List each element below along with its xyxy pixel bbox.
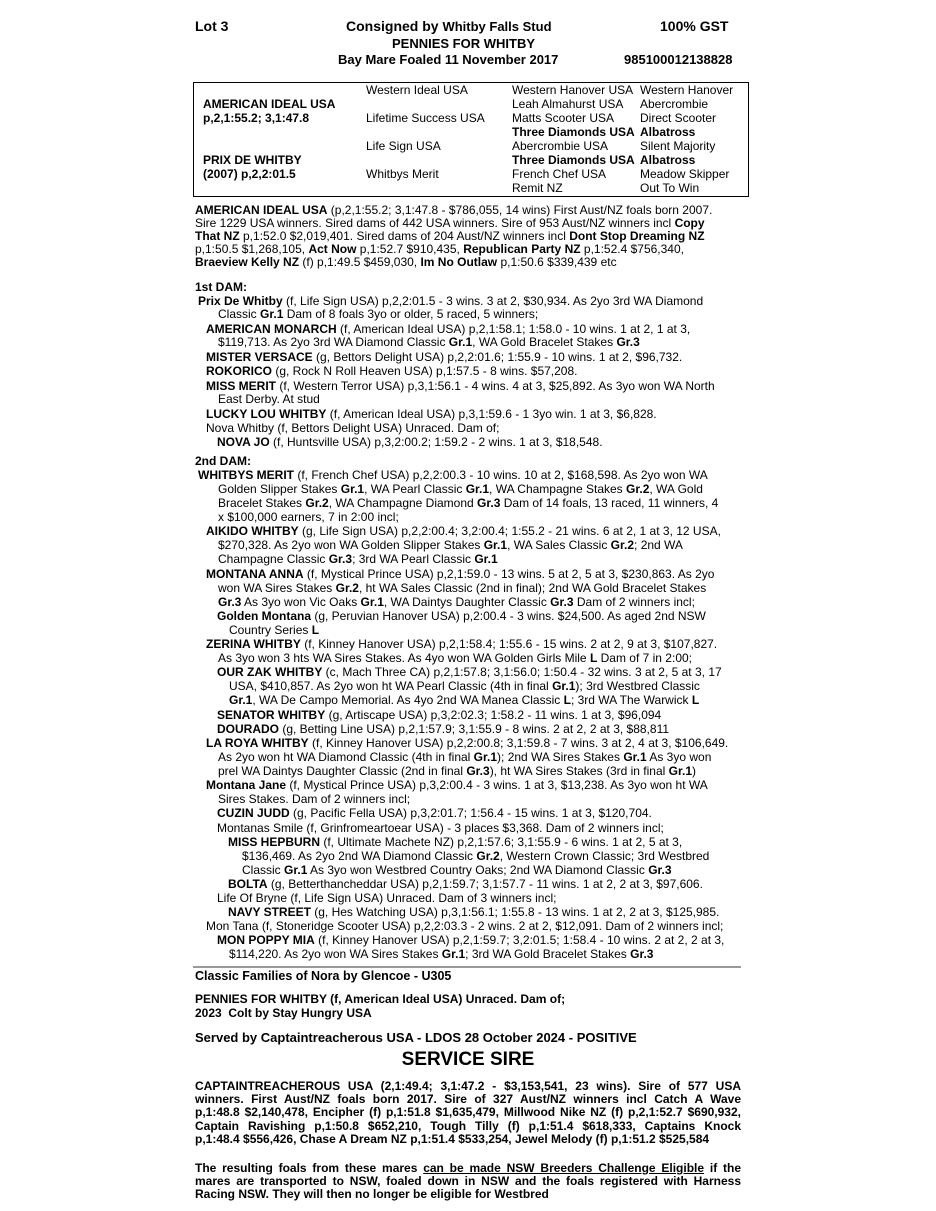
progeny-line: MONTANA ANNA (f, Mystical Prince USA) p,2,1:59.0 - 13 wins. 5 at 2, 5 at 3, $230,863. As 2yo [206, 567, 715, 581]
pedigree-gen3: French Chef USA [512, 167, 607, 181]
progeny-line: Classic Gr.1 As 3yo won Westbred Country Oaks; 2nd WA Diamond Classic Gr.3 [242, 863, 672, 877]
progeny-line: LUCKY LOU WHITBY (f, American Ideal USA) p,3,1:59.6 - 1 3yo win. 1 at 3, $6,828. [206, 407, 657, 421]
pedigree-gen2: Whitbys Merit [366, 167, 439, 181]
pedigree-gen2: Lifetime Success USA [366, 111, 485, 125]
progeny-line: East Derby. At stud [218, 392, 320, 406]
sire-para-line: p,1:50.5 $1,268,105, Act Now p,1:52.7 $910,435, Republican Party NZ p,1:52.4 $756,340, [195, 242, 684, 256]
progeny-line: Montana Jane (f, Mystical Prince USA) p,3,2:00.4 - 3 wins. 1 at 3, $13,238. As 3yo won ht WA [206, 778, 708, 792]
pedigree-sire-name: AMERICAN IDEAL USA [203, 97, 336, 111]
pedigree-gen4: Albatross [640, 125, 696, 139]
progeny-line: MISS MERIT (f, Western Terror USA) p,3,1:56.1 - 4 wins. 4 at 3, $25,892. As 3yo won WA North [206, 379, 715, 393]
pedigree-gen4: Out To Win [640, 181, 700, 195]
progeny-line: USA, $410,857. As 2yo won ht WA Pearl Classic (4th in final Gr.1); 3rd Westbred Classic [229, 679, 700, 693]
second-dam-line: Golden Slipper Stakes Gr.1, WA Pearl Classic Gr.1, WA Champagne Stakes Gr.2, WA Gold [218, 482, 703, 496]
horse-name: PENNIES FOR WHITBY [392, 36, 536, 51]
pedigree-gen4: Meadow Skipper [640, 167, 730, 181]
progeny-line: As 3yo won 3 hts WA Sires Stakes. As 4yo won WA Golden Girls Mile L Dam of 7 in 2:00; [218, 651, 692, 665]
pedigree-dam-record: (2007) p,2,2:01.5 [203, 167, 296, 181]
progeny-line: $119,713. As 2yo 3rd WA Diamond Classic Gr.1, WA Gold Bracelet Stakes Gr.3 [218, 335, 640, 349]
second-dam-title: 2nd DAM: [195, 454, 251, 468]
progeny-line: Montanas Smile (f, Grinfromeartoear USA) - 3 places $3,368. Dam of 2 winners incl; [217, 821, 664, 835]
pedigree-gen4: Silent Majority [640, 139, 716, 153]
pedigree-gen3: Abercrombie USA [512, 139, 609, 153]
pedigree-gen4: Western Hanover [640, 83, 734, 97]
pedigree-gen4: Abercrombie [640, 97, 709, 111]
pedigree-dam-name: PRIX DE WHITBY [203, 153, 302, 167]
microchip-number: 985100012138828 [624, 52, 733, 67]
progeny-line: MISS HEPBURN (f, Ultimate Machete NZ) p,2,1:57.6; 3,1:55.9 - 6 wins. 1 at 2, 5 at 3, [228, 835, 683, 849]
progeny-line: $270,328. As 2yo won WA Golden Slipper Stakes Gr.1, WA Sales Classic Gr.2; 2nd WA [218, 538, 683, 552]
progeny-line: Golden Montana (g, Peruvian Hanover USA) p,2:00.4 - 3 wins. $24,500. As aged 2nd NSW [217, 609, 706, 623]
first-dam-line: Classic Gr.1 Dam of 8 foals 3yo or older, 5 raced, 5 winners; [218, 307, 539, 321]
pedigree-gen3: Remit NZ [512, 181, 563, 195]
progeny-line: prel WA Daintys Daughter Classic (2nd in final Gr.3), ht WA Sires Stakes (3rd in final Gr.1) [218, 764, 696, 778]
progeny-line: ZERINA WHITBY (f, Kinney Hanover USA) p,2,1:58.4; 1:55.6 - 15 wins. 2 at 2, 9 at 3, $107,827. [206, 637, 718, 651]
second-dam-line: WHITBYS MERIT (f, French Chef USA) p,2,2:00.3 - 10 wins. 10 at 2, $168,598. As 2yo won WA [198, 468, 708, 482]
lot-number: Lot 3 [195, 18, 229, 34]
pedigree-gen4: Albatross [640, 153, 696, 167]
gst-label: 100% GST [660, 18, 729, 34]
progeny-line: AMERICAN MONARCH (f, American Ideal USA) p,2,1:58.1; 1:58.0 - 10 wins. 1 at 2, 1 at 3, [206, 322, 691, 336]
progeny-line: LA ROYA WHITBY (f, Kinney Hanover USA) p,2,2:00.8; 3,1:59.8 - 7 wins. 3 at 2, 4 at 3, $106,649. [206, 736, 729, 750]
section-divider [193, 966, 741, 968]
progeny-line: Nova Whitby (f, Bettors Delight USA) Unraced. Dam of; [206, 421, 500, 435]
pedigree-gen3: Three Diamonds USA [512, 125, 635, 139]
sire-para-line: Sire 1229 USA winners. Sired dams of 442 USA winners. Sire of 953 Aust/NZ winners incl Copy [195, 216, 705, 230]
progeny-line: Gr.1, WA De Campo Memorial. As 4yo 2nd WA Manea Classic L; 3rd WA The Warwick L [229, 693, 700, 707]
progeny-line: NOVA JO (f, Huntsville USA) p,3,2:00.2; 1:59.2 - 2 wins. 1 at 3, $18,548. [217, 435, 603, 449]
progeny-line: OUR ZAK WHITBY (c, Mach Three CA) p,2,1:57.8; 3,1:56.0; 1:50.4 - 32 wins. 3 at 2, 5 at 3, 17 [217, 665, 722, 679]
progeny-line: BOLTA (g, Betterthancheddar USA) p,2,1:59.7; 3,1:57.7 - 11 wins. 1 at 2, 2 at 3, $97,606. [228, 877, 703, 891]
horse-description: Bay Mare Foaled 11 November 2017 [338, 52, 559, 67]
first-dam-line: Prix De Whitby (f, Life Sign USA) p,2,2:01.5 - 3 wins. 3 at 2, $30,934. As 2yo 3rd WA Diamond [198, 294, 704, 308]
service-sire-title: SERVICE SIRE [401, 1049, 535, 1070]
progeny-line: MISTER VERSACE (g, Bettors Delight USA) p,2,2:01.6; 1:55.9 - 10 wins. 1 at 2, $96,732. [206, 350, 683, 364]
pedigree-table [193, 82, 749, 197]
pedigree-gen2: Western Ideal USA [366, 83, 468, 97]
consignor: Whitby Falls Stud [442, 19, 552, 34]
consigned-prefix: Consigned by [346, 18, 439, 34]
progeny-line: Champagne Classic Gr.3; 3rd WA Pearl Classic Gr.1 [218, 552, 498, 566]
progeny-line: MON POPPY MIA (f, Kinney Hanover USA) p,2,1:59.7; 3,2:01.5; 1:58.4 - 10 wins. 2 at 2, 2 at 3, [217, 933, 725, 947]
progeny-line: Sires Stakes. Dam of 2 winners incl; [218, 792, 411, 806]
progeny-line: SENATOR WHITBY (g, Artiscape USA) p,3,2:02.3; 1:58.2 - 11 wins. 1 at 3, $96,094 [217, 708, 662, 722]
family-line: Classic Families of Nora by Glencoe - U305 [195, 969, 452, 983]
progeny-line: ROKORICO (g, Rock N Roll Heaven USA) p,1:57.5 - 8 wins. $57,208. [206, 364, 578, 378]
progeny-line: As 2yo won ht WA Diamond Classic (4th in final Gr.1); 2nd WA Sires Stakes Gr.1 As 3yo won [218, 750, 712, 764]
served-line: Served by Captaintreacherous USA - LDOS 28 October 2024 - POSITIVE [195, 1030, 637, 1045]
progeny-line: Country Series L [229, 623, 320, 637]
pedigree-gen3: Western Hanover USA [512, 83, 634, 97]
second-dam-line: x $100,000 earners, 7 in 2:00 incl; [218, 510, 399, 524]
progeny-line: $114,220. As 2yo won WA Sires Stakes Gr.1; 3rd WA Gold Bracelet Stakes Gr.3 [229, 947, 654, 961]
pedigree-sire-record: p,2,1:55.2; 3,1:47.8 [203, 111, 310, 125]
progeny-line: CUZIN JUDD (g, Pacific Fella USA) p,3,2:01.7; 1:56.4 - 15 wins. 1 at 3, $120,704. [217, 806, 652, 820]
progeny-line: AIKIDO WHITBY (g, Life Sign USA) p,2,2:00.4; 3,2:00.4; 1:55.2 - 21 wins. 6 at 2, 1 at 3, 12 USA, [206, 524, 721, 538]
pedigree-gen4: Direct Scooter [640, 111, 717, 125]
pedigree-gen3: Leah Almahurst USA [512, 97, 624, 111]
progeny-line: Gr.3 As 3yo won Vic Oaks Gr.1, WA Daintys Daughter Classic Gr.3 Dam of 2 winners incl; [218, 595, 695, 609]
progeny-line: DOURADO (g, Betting Line USA) p,2,1:57.9; 3,1:55.9 - 8 wins. 2 at 2, 2 at 3, $88,811 [217, 722, 670, 736]
progeny-line: $136,469. As 2yo 2nd WA Diamond Classic Gr.2, Western Crown Classic; 3rd Westbred [242, 849, 710, 863]
service-sire-para: CAPTAINTREACHEROUS USA (2,1:49.4; 3,1:47.2 - $3,153,541, 23 wins). Sire of 577 USA winners. First Aust/NZ foals born 2017. Sire of 327 Aust/NZ winners incl Catch A Wave p,1:48.8 $2,140,478, Encipher (f) p,1:51.8 $1,635,479, Millwood Nike NZ (f) p,2,1:52.7 $690,932, Captain Ravishing p,1:50.8 $652,210, Tough Tilly (f) p,1:51.4 $618,333, Captains Knock p,1:48.4 $556,426, Chase A Dream NZ p,1:51.4 $533,254, Jewel Melody (f) p,1:51.2 $525,584 [195, 1079, 741, 1146]
sire-para-line: That NZ p,1:52.0 $2,019,401. Sired dams of 204 Aust/NZ winners incl Dont Stop Dreaming NZ [195, 229, 705, 243]
pedigree-gen3: Three Diamonds USA [512, 153, 635, 167]
sire-para-line: Braeview Kelly NZ (f) p,1:49.5 $459,030, Im No Outlaw p,1:50.6 $339,439 etc [195, 255, 617, 269]
produce-foal: 2023 Colt by Stay Hungry USA [195, 1006, 372, 1020]
pedigree-gen3: Matts Scooter USA [512, 111, 615, 125]
consigned-line [346, 18, 552, 34]
second-dam-line: Bracelet Stakes Gr.2, WA Champagne Diamond Gr.3 Dam of 14 foals, 13 raced, 11 winners, 4 [218, 496, 719, 510]
pedigree-gen2: Life Sign USA [366, 139, 441, 153]
progeny-line: NAVY STREET (g, Hes Watching USA) p,3,1:56.1; 1:55.8 - 13 wins. 1 at 2, 2 at 3, $125,985. [228, 905, 720, 919]
first-dam-title: 1st DAM: [195, 280, 248, 294]
breeders-note: The resulting foals from these mares can be made NSW Breeders Challenge Eligible if the mares are transported to NSW, foaled down in NSW and the foals registered with Harness Racing NSW. They will then no longer be eligible for Westbred [195, 1161, 741, 1202]
progeny-line: won WA Sires Stakes Gr.2, ht WA Sales Classic (2nd in final); 2nd WA Gold Bracelet Stakes [218, 581, 707, 595]
produce-line: PENNIES FOR WHITBY (f, American Ideal USA) Unraced. Dam of; [195, 992, 566, 1006]
progeny-line: Mon Tana (f, Stoneridge Scooter USA) p,2,2:03.3 - 2 wins. 2 at 2, $12,091. Dam of 2 winners incl; [206, 919, 724, 933]
sire-para-line: AMERICAN IDEAL USA (p,2,1:55.2; 3,1:47.8 - $786,055, 14 wins) First Aust/NZ foals born 2007. [195, 203, 713, 217]
progeny-line: Life Of Bryne (f, Life Sign USA) Unraced. Dam of 3 winners incl; [217, 891, 557, 905]
